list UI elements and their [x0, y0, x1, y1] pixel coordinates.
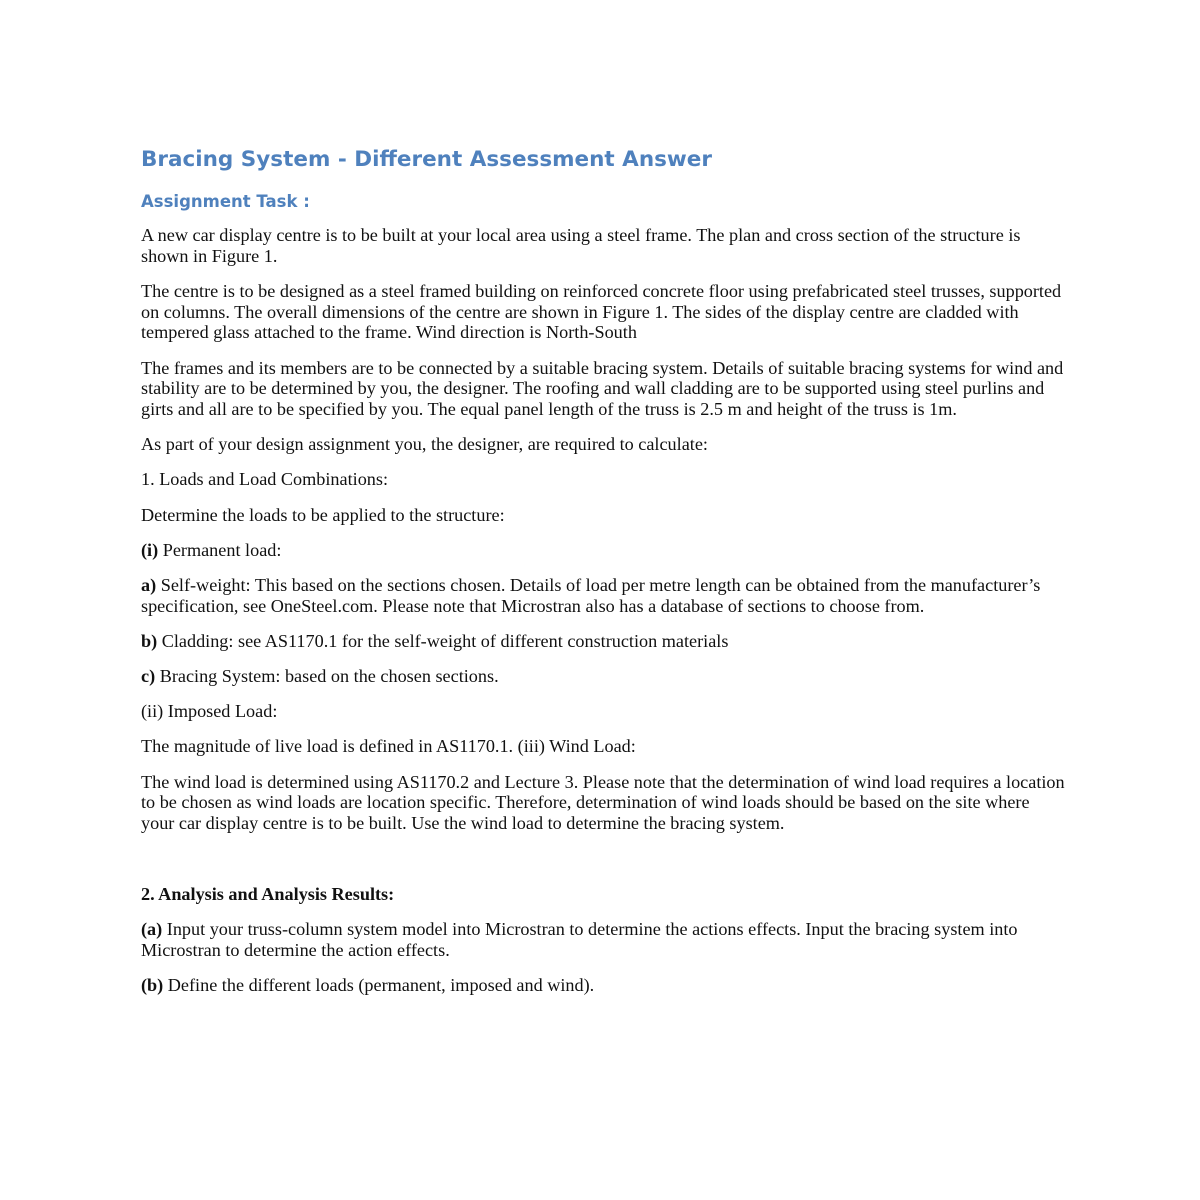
imposed-load-item: (ii) Imposed Load:: [141, 701, 278, 722]
live-load-paragraph: The magnitude of live load is defined in AS1170.1. (iii) Wind Load:: [141, 736, 636, 757]
assignment-task-heading: Assignment Task :: [141, 192, 310, 211]
wind-load-paragraph: The wind load is determined using AS1170.2 and Lecture 3. Please note that the determination of wind load requires a location to be chosen as wind loads are location specific. Therefore, determination of wind loads should be based on the site where your car display centre is to be built. Use the wind load to determine the bracing system.: [141, 771, 1065, 834]
loads-heading: 1. Loads and Load Combinations:: [141, 469, 389, 490]
permanent-load-item: [141, 540, 1066, 561]
bracing-system-text: Bracing System: based on the chosen sections.: [155, 666, 499, 687]
section-spacer: [141, 848, 1066, 884]
bracing-paragraph: The frames and its members are to be connected by a suitable bracing system. Details of suitable bracing systems for wind and stability are to be determined by you, the designer. The roofing and wall cladding are to be supported using steel purlins and girts and all are to be specified by you. The equal panel length of the truss is 2.5 m and height of the truss is 1m.: [141, 357, 1064, 419]
loads-intro: Determine the loads to be applied to the structure:: [141, 504, 505, 525]
analysis-heading-text: 2. Analysis and Analysis Results:: [141, 884, 395, 905]
analysis-item-a-label: (a): [141, 919, 163, 940]
analysis-item-a-text: Input your truss-column system model into Microstran to determine the actions effects. Input the bracing system into Microstran to determine the action effects.: [141, 919, 1018, 961]
self-weight-label: a): [141, 574, 157, 595]
document-page: [141, 145, 1066, 1011]
analysis-item-a: [141, 919, 1066, 960]
analysis-item-b: [141, 975, 1066, 996]
cladding-text: Cladding: see AS1170.1 for the self-weight of different construction materials: [157, 630, 729, 651]
analysis-item-b-label: (b): [141, 975, 164, 996]
design-paragraph: The centre is to be designed as a steel framed building on reinforced concrete floor using prefabricated steel trusses, supported on columns. The overall dimensions of the centre are shown in Figure 1. The sides of the display centre are cladded with tempered glass attached to the frame. Wind direction is North-South: [141, 280, 1062, 343]
permanent-load-text: Permanent load:: [158, 539, 282, 560]
permanent-load-label: (i): [141, 539, 159, 560]
analysis-heading: [141, 884, 1066, 905]
calculation-intro: As part of your design assignment you, the designer, are required to calculate:: [141, 434, 708, 455]
document-title: Bracing System - Different Assessment Answer: [141, 147, 712, 172]
bracing-system-item: [141, 666, 1066, 687]
self-weight-item: [141, 575, 1066, 616]
cladding-label: b): [141, 630, 158, 651]
analysis-item-b-text: Define the different loads (permanent, imposed and wind).: [163, 975, 595, 996]
cladding-item: [141, 631, 1066, 652]
bracing-system-label: c): [141, 666, 156, 687]
intro-paragraph: A new car display centre is to be built at your local area using a steel frame. The plan and cross section of the structure is shown in Figure 1.: [141, 225, 1021, 266]
self-weight-text: Self-weight: This based on the sections chosen. Details of load per metre length can be obtained from the manufacturer’s specification, see OneSteel.com. Please note that Microstran also has a database of sections to choose from.: [141, 574, 1041, 616]
